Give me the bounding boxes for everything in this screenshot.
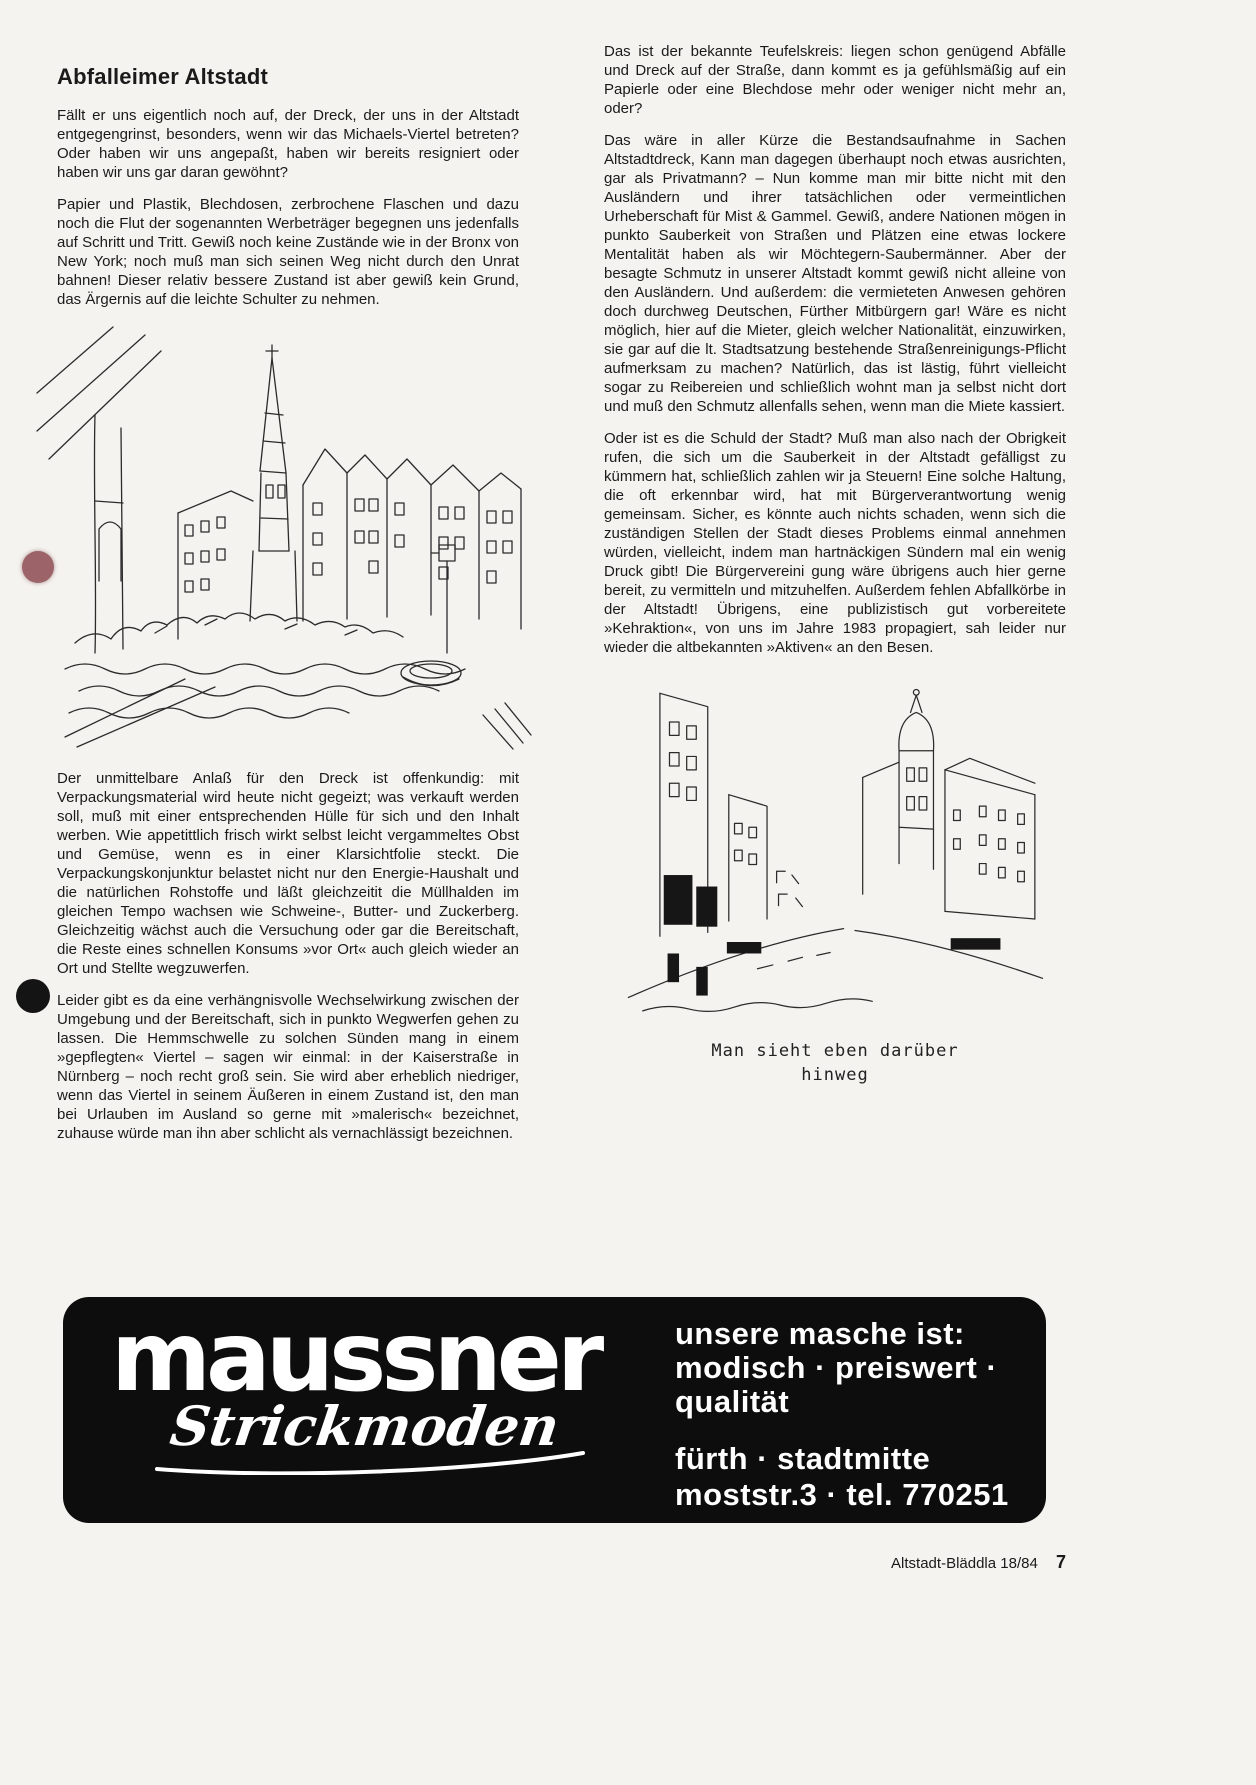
illustration-caption	[604, 1039, 1066, 1087]
article-column-left	[57, 64, 519, 1156]
paragraph: Das ist der bekannte Teufelskreis: liegen schon genügend Abfälle und Dreck auf der Straße, dann kommt es ja gefühlsmäßig auf ein Papierle oder eine Blechdose mehr oder weniger nicht mehr an, oder?	[604, 43, 1066, 117]
ad-logo-wordmark: maussner	[111, 1301, 600, 1413]
paragraph: Papier und Plastik, Blechdosen, zerbrochene Flaschen und dazu noch die Flut der sogenannten Werbeträger begegnen uns jedenfalls auf Schritt und Tritt. Gewiß noch keine Zustände wie in der Bronx von New York; noch muß man sich seinen Weg nicht durch den Unrat bahnen! Dieser relativ bessere Zustand ist aber gewiß kein Grund, das Ärgernis auf die leichte Schulter zu nehmen.	[57, 196, 519, 308]
ad-address	[675, 1441, 1018, 1513]
punch-hole-black	[16, 979, 50, 1013]
caption-line: Man sieht eben darüber	[711, 1041, 959, 1061]
ad-slogan	[675, 1317, 1018, 1419]
article-column-right	[604, 42, 1066, 1087]
paragraph: Der unmittelbare Anlaß für den Dreck ist offenkundig: mit Verpackungsmaterial wird heute nicht gegeizt; was verkauft werden soll, muß mit einer entsprechenden Hülle für sich und den Inhalt werben. Wie appetittlich frisch wirkt selbst leicht vergammeltes Obst und Gemüse, wenn es in einer Klarsichtfolie steckt. Die Verpackungskonjunktur belastet nicht nur den Energie-Haushalt und die natürlichen Rohstoffe und läßt gleichzeitit die Müllhalden im gleichen Tempo wachsen wie Schweine-, Butter- und Zuckerberg. Gleichzeitig wächst auch die Versuchung oder gar die Bereitschaft, die Reste eines schnellen Konsums »vor Ort« auch gleich wieder an Ort und Stellte wegzuwerfen.	[57, 770, 519, 977]
ad-slogan-line: unsere masche ist:	[675, 1316, 965, 1351]
ad-logo-block	[63, 1297, 671, 1523]
paragraph: Das wäre in aller Kürze die Bestandsaufnahme in Sachen Altstadtdreck, Kann man dagegen überhaupt noch etwas ausrichten, gar als Privatmann? – Nun komme man mir bitte nicht mit den Ausländern und ihrer tatsächlichen oder vermeintlichen Urheberschaft für Mist & Gammel. Gewiß, andere Nationen mögen in punkto Sauberkeit von Straßen und Plätzen eine etwas lockere Mentalität haben als wir Möchtegern-Saubermänner. Aber der besagte Schmutz in unserer Altstadt kommt gewiß nicht alleine von den Ausländern. Und außerdem: die vermieteten Anwesen gehören doch durchweg Deutschen, Fürther Mitbürgern gar! Wäre es nicht möglich, hier auf die Mieter, gleich welcher Nationalität, einzuwirken, sie gar auf die lt. Stadtsatzung bestehende Straßenreinigungs-Pflicht aufmerksam zu machen? Natürlich, das ist lästig, führt vielleicht sogar zu Reibereien und schließlich wohnt man ja selbst nicht dort und muß den Schmutz allenfalls sehen, wenn man die Miete kassiert.	[604, 132, 1066, 415]
publication-name: Altstadt-Bläddla 18/84	[891, 1555, 1038, 1572]
caption-line: hinweg	[801, 1065, 869, 1085]
paragraph: Oder ist es die Schuld der Stadt? Muß man also nach der Obrigkeit rufen, die sich um die Sauberkeit in der Altstadt gefälligst zu kümmern hat, schließlich zahlen wir ja Steuern! Eine solche Haltung, die oft erkennbar wird, hat mit Bürgerverantwortung wenig gemeinsam. Sicher, es könnte auch nichts schaden, wenn sich die zuständigen Stellen der Stadt dieses Problems einmal annehmen würden, vielleicht, indem man hartnäckigen Sündern mal ein wenig Druck gibt! Die Bürgervereini gung wäre übrigens auch hier gerne bereit, zu vermitteln und mitzuhelfen. Außerdem fehlen Abfallkörbe in der Altstadt! Übrigens, eine publizistisch gut vorbereitete »Kehraktion«, von uns im Jahre 1983 propagiert, sah leider nur wieder die altbekannten »Aktiven« an den Besen.	[604, 430, 1066, 656]
ad-slogan-line: qualität	[675, 1384, 790, 1419]
advertisement-maussner	[63, 1297, 1046, 1523]
ad-text-block	[671, 1297, 1046, 1523]
paragraph: Leider gibt es da eine verhängnisvolle Wechselwirkung zwischen der Umgebung und der Bereitschaft, sich in punkto Wegwerfen gehen zu lassen. Die Hemmschwelle zu solchen Sünden mang in einem »gepflegten« Viertel – sagen wir einmal: in der Kaiserstraße in Nürnberg – noch recht groß sein. Sie wird aber erheblich niedriger, wenn das Viertel in seinem Äußeren in einem Zustand ist, den man bei Urlauben im Ausland so gerne mit »malerisch« bezeichnet, zuhause würde man ihn aber schlicht als vernachlässigt bezeichnen.	[57, 992, 519, 1142]
article-title: Abfalleimer Altstadt	[57, 64, 269, 89]
page-footer	[891, 1552, 1066, 1573]
ad-address-line: moststr.3 · tel. 770251	[675, 1477, 1009, 1512]
old-town-rubble-sketch-illustration	[35, 323, 519, 753]
ad-address-line: fürth · stadtmitte	[675, 1441, 931, 1476]
page-number: 7	[1055, 1552, 1066, 1572]
ad-logo-script: Strickmoden	[166, 1394, 564, 1458]
paragraph: Fällt er uns eigentlich noch auf, der Dreck, der uns in der Altstadt entgegengrinst, besonders, wenn wir das Michaels-Viertel betreten? Oder haben wir uns angepaßt, haben wir bereits resigniert oder haben wir uns gar daran gewöhnt?	[57, 107, 519, 181]
old-town-street-sketch-illustration	[614, 679, 1066, 1029]
ad-slogan-line: modisch · preiswert ·	[675, 1350, 998, 1385]
